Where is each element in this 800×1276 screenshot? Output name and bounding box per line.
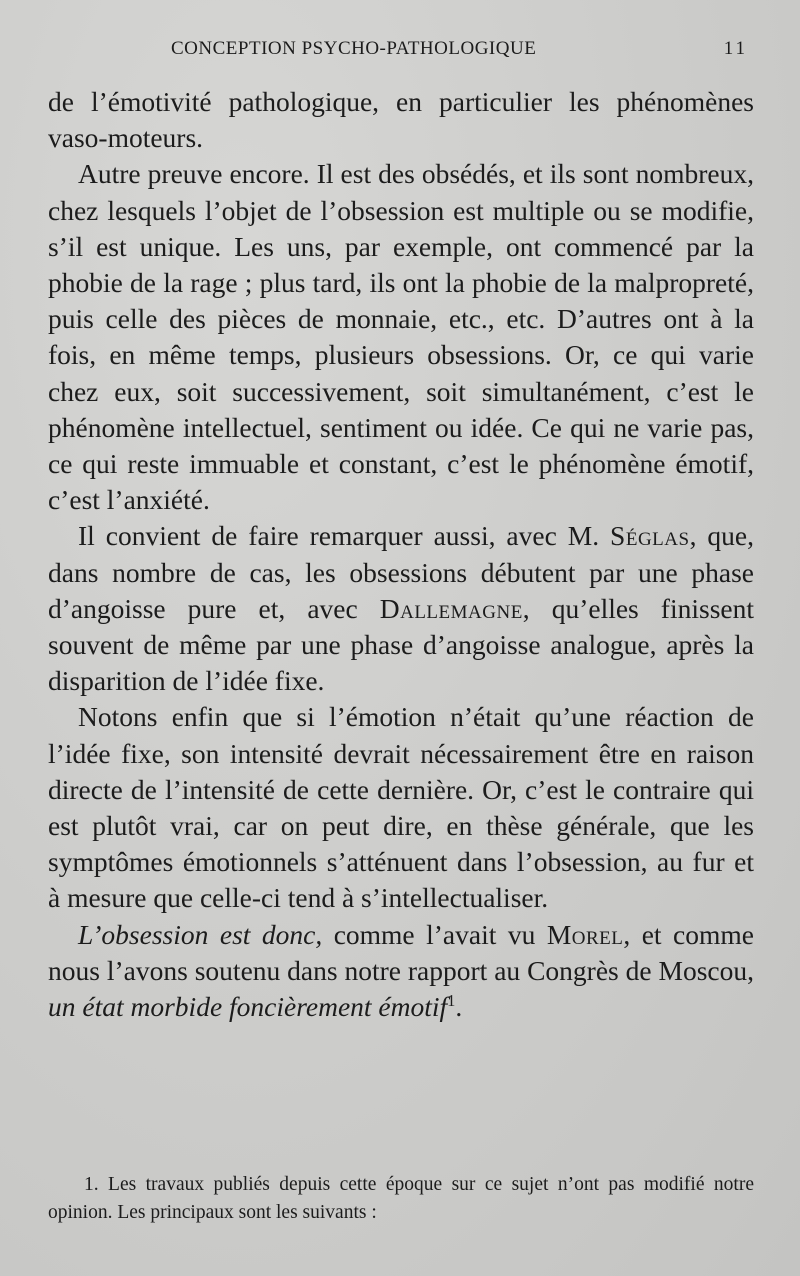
paragraph-4-text: Notons enfin que si l’émotion n’était qu’une réaction de l’idée fixe, son intensité devrait nécessairement être en raison directe de l’intensité de cette dernière. Or, c’est le contraire qui est plutôt vrai, car on peut dire, en thèse générale, que les symptômes émotionnels s’atténuent dans l’obsession, au fur et à mesure que celle-ci tend à s’intellectualiser. [48, 701, 754, 914]
paragraph-3-text-c: , qu’elles finissent souvent de même par une phase d’angoisse analogue, après la disparition de l’idée fixe. [48, 592, 754, 697]
footnote-text: 1. Les travaux publiés depuis cette époque sur ce sujet n’ont pas modifié notre opinion. Les principaux sont les suivants : [48, 1174, 754, 1223]
paragraph-5-end: . [455, 991, 463, 1023]
body-text [48, 84, 754, 1025]
paragraph-5 [48, 917, 754, 1026]
paragraph-2 [48, 156, 754, 518]
running-head [48, 38, 748, 68]
paragraph-2-text: Autre preuve encore. Il est des obsédés, et ils sont nombreux, chez lesquels l’objet de l’obsession est multiple ou se modifie, s’il est unique. Les uns, par exemple, ont commencé par la phobie de la rage ; plus tard, ils ont la phobie de la malpropreté, puis celle des pièces de monnaie, etc., etc. D’autres ont à la fois, en même temps, plusieurs obsessions. Or, ce qui varie chez eux, soit successivement, soit simultanément, c’est le phénomène intellectuel, sentiment ou idée. Ce qui ne varie pas, ce qui reste immuable et constant, c’est le phénomène émotif, c’est l’anxiété. [48, 158, 754, 516]
paragraph-3-text-a: Il convient de faire remarquer aussi, avec M. [78, 520, 611, 552]
author-name-seglas: Séglas [610, 520, 690, 552]
author-name-morel: Morel [546, 918, 624, 950]
paragraph-4 [48, 699, 754, 916]
paragraph-3 [48, 518, 754, 699]
paragraph-1 [48, 84, 754, 156]
paragraph-1-text: de l’émotivité pathologique, en particulier les phénomènes vaso-moteurs. [48, 86, 754, 154]
paragraph-5-text-a: comme l’avait vu [322, 918, 547, 950]
author-name-dallemagne: Dallemagne [379, 592, 523, 624]
paragraph-5-italic-lead: L’obsession est donc, [78, 918, 323, 950]
paragraph-3-text-b: , que, dans nombre de cas, les obsessions débutent par une phase d’angoisse pure et, avec [48, 520, 754, 624]
footnote-marker: 1 [447, 990, 456, 1010]
running-head-title: CONCEPTION PSYCHO-PATHOLOGIQUE [171, 38, 537, 59]
paragraph-5-text-b: , et comme nous l’avons soutenu dans notre rapport au Congrès de Moscou, [48, 918, 754, 986]
paragraph-5-italic-conclusion: un état morbide foncièrement émotif [48, 991, 448, 1023]
page-number: 11 [723, 38, 748, 59]
footnote [48, 1171, 754, 1227]
